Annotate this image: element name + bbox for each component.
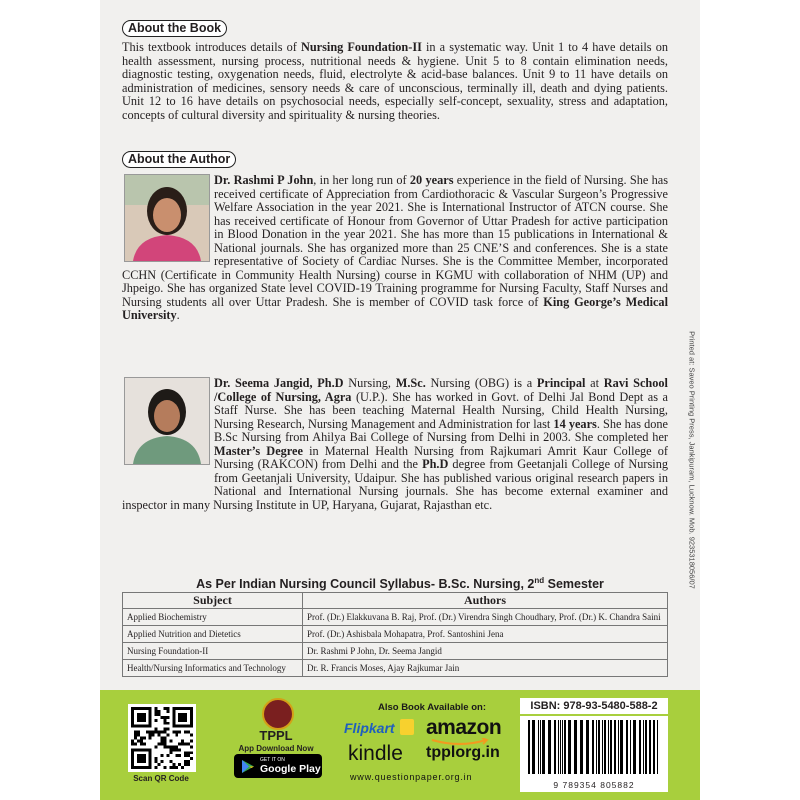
back-cover xyxy=(100,0,700,800)
isbn: ISBN: 978-93-5480-588-2 xyxy=(520,698,668,714)
syllabus-table xyxy=(122,592,668,677)
authors-header: Authors xyxy=(303,593,668,609)
google-play-icon xyxy=(241,759,255,774)
syllabus-title: As Per Indian Nursing Council Syllabus- B.Sc. Nursing, 2nd Semester xyxy=(196,576,604,592)
subject-cell: Applied Nutrition and Dietetics xyxy=(123,626,303,643)
scan-qr-label: Scan QR Code xyxy=(133,774,189,783)
footer-band xyxy=(100,690,700,800)
table-row xyxy=(123,609,668,626)
printer-credit: Printed at: Saveo Printing Press, Jankipuram, Lucknow. Mob. 9235318056/07 xyxy=(687,331,697,589)
subject-cell: Health/Nursing Informatics and Technology xyxy=(123,660,303,677)
subject-cell: Nursing Foundation-II xyxy=(123,643,303,660)
flipkart-bag-icon xyxy=(400,719,414,735)
google-play-badge[interactable]: GET IT ON Google Play xyxy=(234,754,322,778)
about-book-heading: About the Book xyxy=(122,20,227,37)
table-header-row xyxy=(123,593,668,609)
about-author-heading: About the Author xyxy=(122,151,236,168)
questionpaper-website[interactable]: www.questionpaper.org.in xyxy=(350,772,473,782)
flipkart-logo[interactable]: Flipkart xyxy=(344,720,395,736)
amazon-logo[interactable]: amazon xyxy=(426,716,502,739)
qr-code[interactable] xyxy=(128,704,196,772)
kindle-logo[interactable]: kindle xyxy=(348,742,403,765)
barcode xyxy=(520,716,668,792)
authors-cell: Prof. (Dr.) Ashisbala Mohapatra, Prof. Santoshini Jena xyxy=(303,626,668,643)
table-row xyxy=(123,643,668,660)
authors-cell: Dr. Rashmi P John, Dr. Seema Jangid xyxy=(303,643,668,660)
about-book-text: This textbook introduces details of Nursing Foundation-II in a systematic way. Unit 1 to 4 have details on health assessment, nursing process, nutritional needs & hygiene. Unit 5 to 8 contain elimination needs, diagnostic testing, oxygenation needs, fluid, electrolyte & acid-base balances. Unit 9 to 11 have details on administration of medicines, sensory needs & care of unconscious, terminally ill, death and dying patients. Unit 12 to 16 have details on psychosocial needs, especially self-concept, sexuality, stress and adaptation, concepts of cultural diversity and spirituality & nursing theories. xyxy=(122,40,668,122)
app-download-label: App Download Now xyxy=(238,744,314,753)
tppl-logo-icon xyxy=(262,698,294,730)
author2-bio: Dr. Seema Jangid, Ph.D Nursing, M.Sc. Nursing (OBG) is a Principal at Ravi School /College of Nursing, Agra (U.P.). She has worked in Govt. of Delhi Jal Bond Dept as a Staff Nurse. She has been teaching Maternal Health Nursing, Child Health Nursing, Nursing Research, Nursing Management and Administration for last 14 years. She has done B.Sc Nursing from Ahilya Bai College of Nursing from Delhi in 2003. She completed her Master’s Degree in Maternal Health Nursing from Rajkumari Amrit Kaur College of Nursing (RAKCON) from Delhi and the Ph.D degree from Geetanjali College of Nursing from Geetanjali University, Udaipur. She has published various original research papers in National and International Nursing journals. She has become external examiner and inspector in many Nursing Institute in UP, Haryana, Gujarat, Rajasthan etc. xyxy=(122,376,668,512)
also-available-label: Also Book Available on: xyxy=(377,702,487,713)
subject-cell: Applied Biochemistry xyxy=(123,609,303,626)
barcode-number: 9 789354 805882 xyxy=(553,780,635,790)
tppl-brand: TPPL xyxy=(259,728,293,743)
table-row xyxy=(123,660,668,677)
subject-header: Subject xyxy=(123,593,303,609)
tppl-website[interactable]: tpplorg.in xyxy=(426,744,500,761)
authors-cell: Prof. (Dr.) Elakkuvana B. Raj, Prof. (Dr.) Virendra Singh Choudhary, Prof. (Dr.) K. Chandra Saini xyxy=(303,609,668,626)
authors-cell: Dr. R. Francis Moses, Ajay Rajkumar Jain xyxy=(303,660,668,677)
table-row xyxy=(123,626,668,643)
author1-bio: Dr. Rashmi P John, in her long run of 20 years experience in the field of Nursing. She has received certificate of Appreciation from Cardiothoracic & Vascular Surgeon’s Progressive Welfare Association in the year 2021. She is International Instructor of ATCN course. She has received certificate of Honour from Governor of Uttar Pradesh for active participation in Blood Donation in the year 2021. She has more than 15 publications in International & National journals. She has organized more than 25 CNE’S and conferences. She is a state representative of Society of Cardiac Nurses. She is the Committee Member, incorporated CCHN (Certificate in Community Health Nursing) course in KGMU with collaboration of NHM (UP) and Jhpeigo. She has organized State level COVID-19 Training programme for Nursing Faculty, Staff Nurses and Nursing students all over Uttar Pradesh. She is member of COVID task force of King George’s Medical University. xyxy=(122,173,669,322)
